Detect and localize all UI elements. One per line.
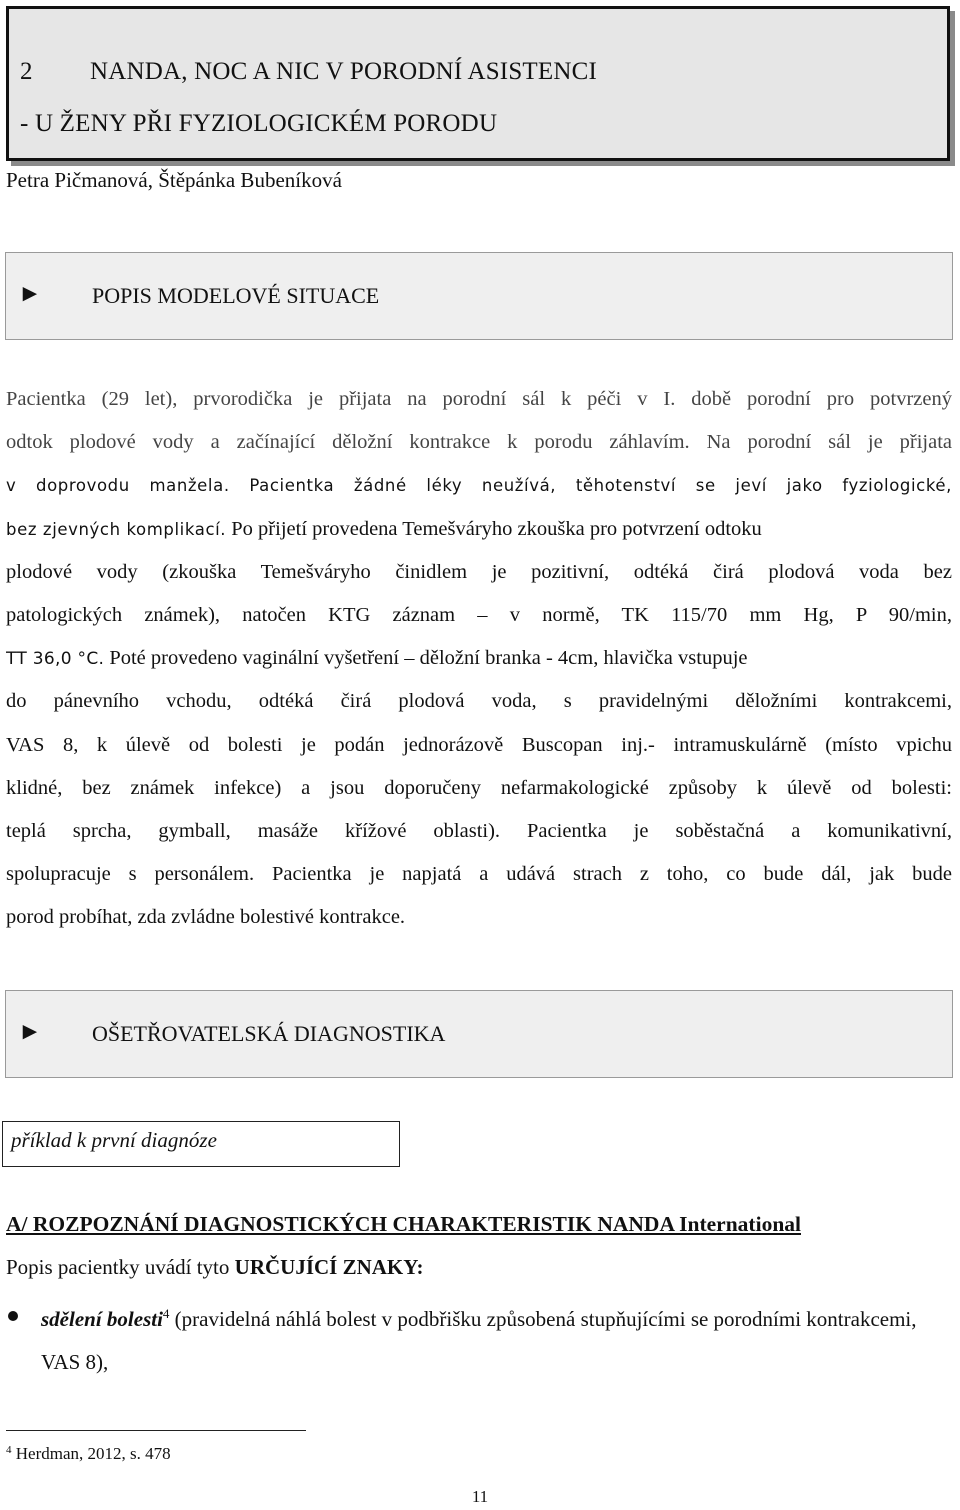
footnote-number: 4	[6, 1444, 12, 1456]
footnote-ref: 4	[162, 1306, 170, 1321]
page-number: 11	[471, 1487, 489, 1506]
paragraph-line	[6, 637, 952, 680]
bullet-term: sdělení bolesti	[41, 1307, 163, 1331]
paragraph-line: plodové vody (zkouška Temešváryho činidlem je pozitivní, odtéká čirá plodová voda bez	[6, 560, 952, 583]
paragraph-line	[6, 508, 952, 551]
footnote	[6, 1444, 171, 1464]
paragraph-line: Pacientka (29 let), prvorodička je přijata na porodní sál k péči v I. době porodní pro potvrzený	[6, 388, 952, 410]
situation-paragraph	[6, 378, 952, 939]
chapter-title-line1: NANDA, NOC A NIC V PORODNÍ ASISTENCI	[90, 58, 598, 85]
section-header-situation	[5, 252, 953, 340]
chapter-title-line2: - U ŽENY PŘI FYZIOLOGICKÉM PORODU	[20, 110, 498, 137]
authors: Petra Pičmanová, Štěpánka Bubeníková	[6, 168, 342, 192]
paragraph-line: do pánevního vchodu, odtéká čirá plodová voda, s pravidelnými děložními kontrakcemi,	[6, 690, 952, 713]
example-label: příklad k první diagnóze	[11, 1128, 217, 1152]
section-title: OŠETŘOVATELSKÁ DIAGNOSTIKA	[92, 1021, 446, 1046]
signs-intro	[6, 1255, 423, 1280]
section-header-diagnostics	[5, 990, 953, 1078]
paragraph-line: odtok plodové vody a začínající děložní kontrakce k porodu záhlavím. Na porodní sál je přijata	[6, 431, 952, 454]
triangle-right-icon: ►	[18, 1019, 42, 1045]
paragraph-line: porod probíhat, zda zvládne bolestivé kontrakce.	[6, 906, 406, 929]
bullet-description: (pravidelná náhlá bolest v podbřišku způsobená stupňujícími se porodními kontrakcemi, VAS 8),	[41, 1307, 917, 1374]
section-title: POPIS MODELOVÉ SITUACE	[92, 283, 380, 308]
signs-prefix: Popis pacientky uvádí tyto	[6, 1255, 235, 1279]
paragraph-fragment: Poté provedeno vaginální vyšetření – děložní branka - 4cm, hlavička vstupuje	[104, 647, 748, 670]
paragraph-line: patologických známek), natočen KTG záznam – v normě, TK 115/70 mm Hg, P 90/min,	[6, 603, 952, 626]
paragraph-fragment: Po přijetí provedena Temešváryho zkouška pro potvrzení odtoku	[226, 517, 762, 540]
paragraph-line: klidné, bez známek infekce) a jsou doporučeny nefarmakologické způsoby k úlevě od bolesti:	[6, 776, 952, 799]
paragraph-fragment: bez zjevných komplikací.	[6, 519, 227, 539]
chapter-title	[20, 58, 597, 86]
footnote-text: Herdman, 2012, s. 478	[11, 1444, 171, 1463]
paragraph-fragment: TT 36,0 °C.	[6, 649, 105, 670]
paragraph-line: VAS 8, k úlevě od bolesti je podán jednorázově Buscopan inj.- intramuskulárně (místo vpichu	[6, 733, 952, 756]
paragraph-line: spolupracuje s personálem. Pacientka je napjatá a udává strach z toho, co bude dál, jak bude	[6, 863, 952, 886]
triangle-right-icon: ►	[18, 281, 42, 307]
footnote-divider	[6, 1430, 306, 1431]
paragraph-line: teplá sprcha, gymball, masáže křížové oblasti). Pacientka je soběstačná a komunikativní,	[6, 819, 952, 842]
chapter-number: 2	[20, 58, 33, 85]
bullet-icon	[8, 1311, 18, 1321]
subheading: A/ ROZPOZNÁNÍ DIAGNOSTICKÝCH CHARAKTERISTIK NANDA International	[6, 1212, 801, 1236]
signs-bold: URČUJÍCÍ ZNAKY:	[234, 1255, 424, 1279]
bullet-item	[41, 1298, 953, 1384]
paragraph-line: v doprovodu manželа. Pacientka žádné léky neužívá, těhotenství se jeví jako fyziologické,	[6, 476, 952, 496]
example-label-box	[2, 1121, 400, 1167]
